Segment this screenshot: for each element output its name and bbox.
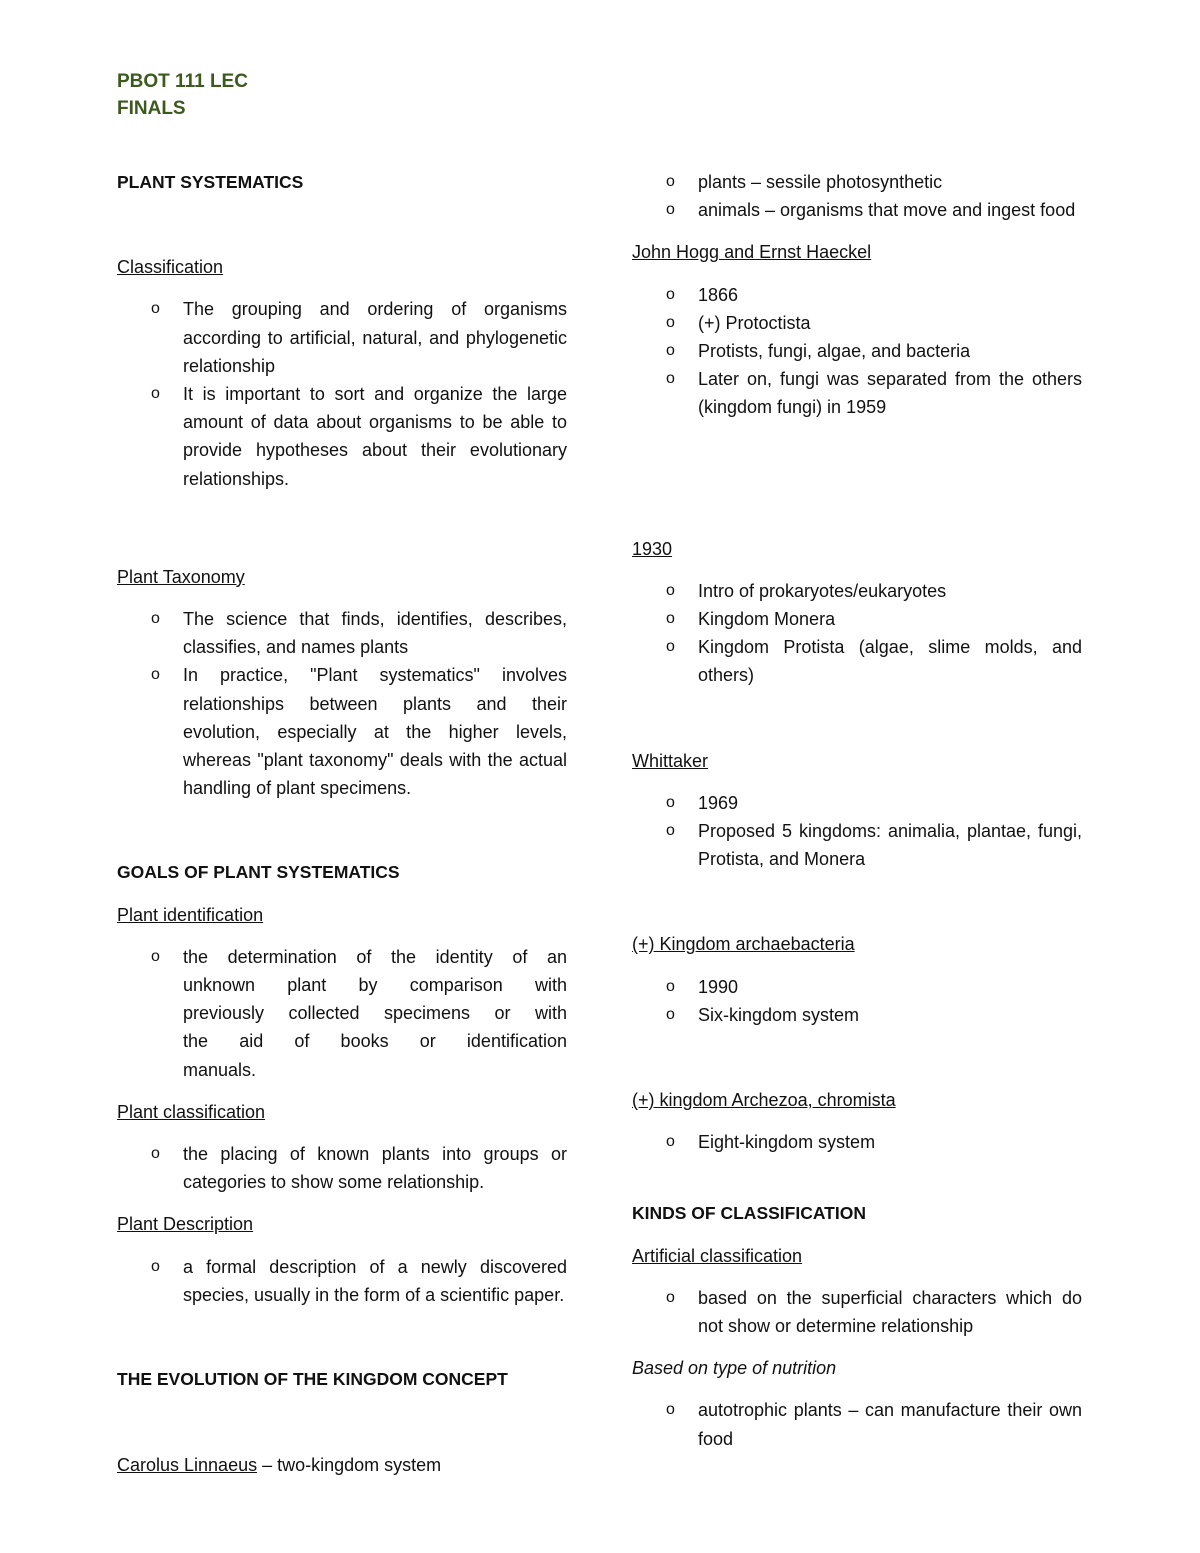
bullet: o <box>666 173 675 190</box>
hogg-list <box>632 281 1082 422</box>
bullet: o <box>666 977 675 995</box>
identification-list <box>117 943 567 1084</box>
list-item: o Protists, fungi, algae, and bacteria <box>632 337 1082 365</box>
bullet: o <box>666 638 675 656</box>
taxonomy-list <box>117 605 567 802</box>
list-item: o The science that finds, identifies, describes, classifies, and names plants <box>117 605 567 661</box>
bullet: o <box>666 1133 675 1151</box>
bullet: o <box>666 285 675 303</box>
heading-classification: Classification <box>117 257 224 278</box>
bullet: o <box>666 313 675 331</box>
list-item: o Intro of prokaryotes/eukaryotes <box>632 577 1082 605</box>
list-item: o Eight-kingdom system <box>632 1128 1082 1156</box>
section-title-kingdom-evolution: THE EVOLUTION OF THE KINGDOM CONCEPT <box>117 1369 508 1390</box>
classification-list <box>117 295 567 492</box>
heading-plant-description: Plant Description <box>117 1214 254 1235</box>
list-item: o 1866 <box>632 281 1082 309</box>
linnaeus-line: Carolus Linnaeus – two-kingdom system <box>117 1455 442 1476</box>
list-item: o Six-kingdom system <box>632 1001 1082 1029</box>
heading-archezoa: (+) kingdom Archezoa, chromista <box>632 1090 896 1111</box>
bullet: o <box>666 342 675 360</box>
bullet: o <box>151 385 160 403</box>
linnaeus-list <box>632 168 1082 224</box>
heading-artificial: Artificial classification <box>632 1245 803 1266</box>
archaebacteria-list <box>632 973 1082 1029</box>
bullet: o <box>666 581 675 599</box>
bullet: o <box>666 370 675 388</box>
bullet: o <box>666 793 675 811</box>
heading-nutrition: Based on type of nutrition <box>632 1358 837 1379</box>
bullet: o <box>666 1005 675 1023</box>
list-item: o It is important to sort and organize the large amount of data about organisms to be able to provide hypotheses about their evolutionary relationships. <box>117 380 567 493</box>
nutrition-list <box>632 1396 1082 1452</box>
list-item: o Kingdom Monera <box>632 605 1082 633</box>
bullet: o <box>151 1145 160 1163</box>
bullet: o <box>666 201 675 219</box>
section-title-kinds: KINDS OF CLASSIFICATION <box>632 1203 866 1224</box>
bullet: o <box>666 822 675 840</box>
heading-plant-taxonomy: Plant Taxonomy <box>117 566 245 587</box>
bullet: o <box>666 1401 675 1419</box>
bullet: o <box>151 610 160 628</box>
list-item: o (+) Protoctista <box>632 309 1082 337</box>
section-title-plant-systematics: PLANT SYSTEMATICS <box>117 172 304 192</box>
list-item: o Proposed 5 kingdoms: animalia, plantae, fungi, Protista, and Monera <box>632 817 1082 873</box>
archezoa-list <box>632 1128 1082 1156</box>
bullet: o <box>151 300 160 318</box>
list-item: o The grouping and ordering of organisms according to artificial, natural, and phylogenetic relationship <box>117 295 567 380</box>
plant-classification-list <box>117 1140 567 1196</box>
heading-plant-classification: Plant classification <box>117 1101 266 1122</box>
list-item: o the placing of known plants into groups or categories to show some relationship. <box>117 1140 567 1196</box>
description-list <box>117 1253 567 1309</box>
list-item: o Kingdom Protista (algae, slime molds, and others) <box>632 633 1082 689</box>
course-code: PBOT 111 LEC <box>117 71 248 92</box>
list-item: o based on the superficial characters which do not show or determine relationship <box>632 1284 1082 1340</box>
section-title-goals: GOALS OF PLANT SYSTEMATICS <box>117 862 400 883</box>
list-item: o the determination of the identity of an unknown plant by comparison with previously collected specimens or with the aid of books or identification manuals. <box>117 943 567 1084</box>
list-item: o animals – organisms that move and ingest food <box>632 196 1082 224</box>
list-item: o 1969 <box>632 789 1082 817</box>
list-item: o Later on, fungi was separated from the others (kingdom fungi) in 1959 <box>632 365 1082 421</box>
bullet: o <box>151 947 160 965</box>
right-column <box>632 168 1082 1453</box>
linnaeus-name: Carolus Linnaeus <box>117 1455 258 1476</box>
list-item: o autotrophic plants – can manufacture their own food <box>632 1396 1082 1452</box>
heading-1930: 1930 <box>632 538 673 559</box>
artificial-list <box>632 1284 1082 1340</box>
document-header <box>117 68 248 122</box>
list-item: o 1990 <box>632 973 1082 1001</box>
heading-archaebacteria: (+) Kingdom archaebacteria <box>632 934 855 955</box>
bullet: o <box>666 1288 675 1306</box>
list-item: o a formal description of a newly discovered species, usually in the form of a scientific paper. <box>117 1253 567 1309</box>
list-item: o In practice, "Plant systematics" involves relationships between plants and their evolution, especially at the higher levels, whereas "plant taxonomy" deals with the actual handling of plant specimens. <box>117 661 567 802</box>
heading-hogg-haeckel: John Hogg and Ernst Haeckel <box>632 242 872 263</box>
whittaker-list <box>632 789 1082 874</box>
bullet: o <box>151 1257 160 1275</box>
list-item: o plants – sessile photosynthetic <box>632 168 1082 196</box>
exam-term: FINALS <box>117 98 186 119</box>
heading-whittaker: Whittaker <box>632 750 709 771</box>
heading-plant-identification: Plant identification <box>117 904 264 925</box>
bullet: o <box>666 610 675 628</box>
list-1930 <box>632 577 1082 690</box>
bullet: o <box>151 666 160 684</box>
left-column <box>117 168 567 1480</box>
